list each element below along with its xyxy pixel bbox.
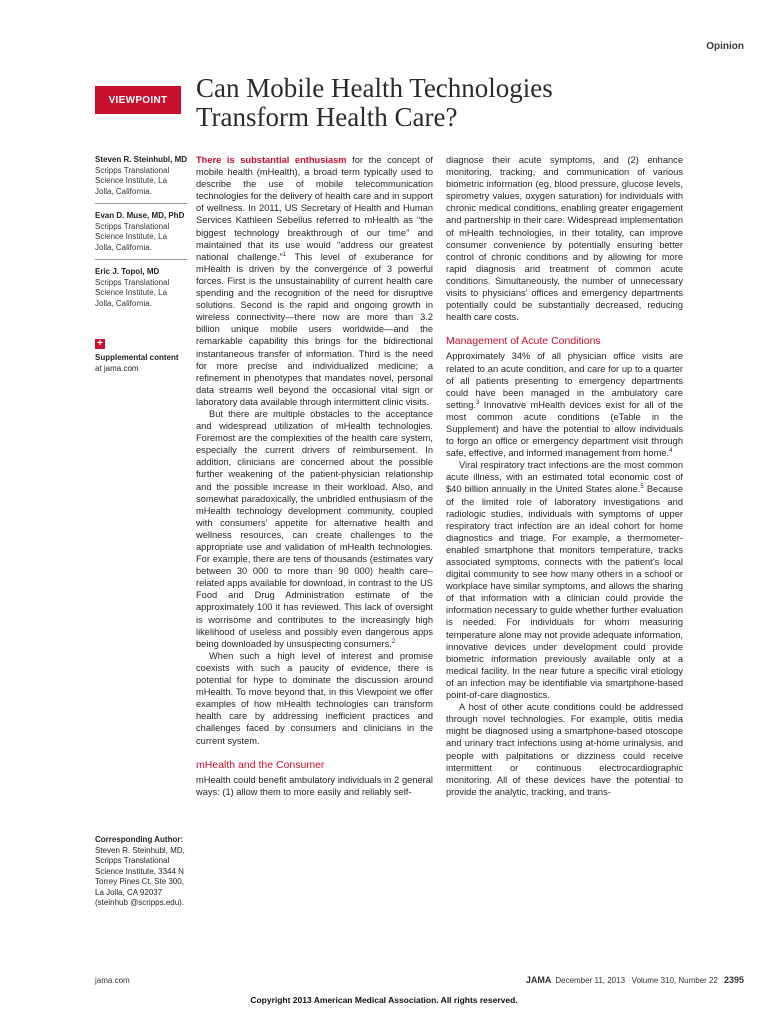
journal-name: JAMA [525, 975, 552, 985]
paragraph-text: Viral respiratory tract infections are the most common acute illness, with an estimated total economic cost of $40 billion annually in the United States alone. [446, 460, 683, 495]
paragraph [196, 154, 433, 408]
corresponding-author [95, 835, 187, 909]
page-number: 2395 [723, 975, 744, 985]
paragraph: A host of other acute conditions could be addressed through novel technologies. For example, otitis media might be diagnosed using a smartphone-based otoscope and urinary tract infections using at-home urinalysis, and people with palpitations or dizziness could receive intermittent or continuous electrocardiographic monitoring. All of these devices have the potential to provide the analytic, tracking, and trans- [446, 702, 683, 797]
paragraph [446, 459, 683, 701]
footer-site-link[interactable]: jama.com [95, 976, 130, 985]
reference-marker[interactable]: 5 [640, 484, 644, 491]
paragraph-text: This level of exuberance for mHealth is driven by the convergence of 3 powerful forces. First is the unsustainability of current health care spending and the recognition of the need for disruptive solutions. Second is the rapid and ongoing growth in wireless connectivity—there now are more than 3.2 billion unique mobile users worldwide—and the remarkable capability this brings for the bidirectional instantaneous transfer of information. Third is the need for more precise and individualized medicine; a refinement in phenotypes that mandates novel, personal data streams well beyond the occasional vital sign or laboratory data available through intermittent clinic visits. [196, 251, 433, 407]
paragraph: mHealth could benefit ambulatory individuals in 2 general ways: (1) allow them to more easily and reliably self- [196, 774, 433, 797]
author-block [95, 267, 187, 309]
author-name: Eric J. Topol, MD [95, 267, 160, 276]
supplemental-label: Supplemental content [95, 353, 179, 362]
paragraph [196, 408, 433, 650]
author-affiliation: Scripps Translational Science Institute, La Jolla, California. [95, 277, 170, 308]
copyright-notice: Copyright 2013 American Medical Association. All rights reserved. [250, 995, 518, 1005]
divider [95, 203, 187, 204]
paragraph-text: Innovative mHealth devices exist for all of the most common acute conditions (eTable in the Supplement) and have the potential to allow individuals to forgo an office or emergency department visit through safe, effective, and informed management from home. [446, 399, 683, 459]
author-block [95, 211, 187, 253]
corresponding-text: Steven R. Steinhubl, MD, Scripps Translational Science Institute, 3344 N Torrey Pines Ct, Ste 300, La Jolla, CA 92037 (steinhub @scripps.edu). [95, 845, 185, 907]
article-column-2 [446, 154, 683, 798]
paragraph-text: Approximately 34% of all physician office visits are related to an acute condition, and care for up to a quarter of all patients presenting to emergency departments could have been managed in the ambulatory care setting. [446, 351, 683, 410]
corresponding-label: Corresponding Author: [95, 835, 184, 844]
reference-marker[interactable]: 2 [391, 638, 396, 645]
title-line-2: Transform Health Care? [196, 102, 458, 132]
article-column-1 [196, 154, 433, 798]
section-label: Opinion [706, 41, 744, 52]
author-affiliation: Scripps Translational Science Institute, La Jolla, California. [95, 221, 170, 252]
paragraph: diagnose their acute symptoms, and (2) enhance monitoring, tracking, and communication of various biometric information (eg, blood pressure, glucose levels, spirometry values, oxygen saturation) for individuals with chronic medical conditions, enabling greater engagement and partnership in their care. Widespread implementation of mHealth technologies, in their totality, can improve consumer convenience by potentially ensuring better control of chronic conditions and by allowing for more rapid diagnosis and treatment of common acute conditions. Simultaneously, the number of unnecessary visits to physicians’ offices and emergency departments potentially could be substantially decreased, reducing health care costs. [446, 155, 683, 323]
article-title [196, 74, 696, 132]
title-line-1: Can Mobile Health Technologies [196, 73, 553, 103]
reference-marker[interactable]: 1 [282, 251, 287, 258]
article-type-tag: VIEWPOINT [95, 86, 181, 114]
author-affiliation: Scripps Translational Science Institute, La Jolla, California. [95, 165, 170, 196]
author-name: Evan D. Muse, MD, PhD [95, 211, 185, 220]
paragraph [446, 350, 683, 459]
supplemental-link[interactable] [95, 353, 187, 374]
author-sidebar [95, 155, 187, 374]
section-heading: mHealth and the Consumer [196, 758, 325, 771]
author-block [95, 155, 187, 197]
paragraph: When such a high level of interest and promise coexists with such a paucity of evidence, there is potential for hype to dominate the discussion around mHealth. To move beyond that, in this Viewpoint we offer examples of how mHealth technologies can transform health care by addressing inefficient practices and challenges faced by consumers and clinicians in the current system. [196, 650, 433, 746]
footer-citation [526, 975, 744, 985]
section-heading: Management of Acute Conditions [446, 335, 601, 348]
reference-marker[interactable]: 3 [475, 399, 480, 406]
paragraph-text: Because of the limited role of laboratory investigations and radiologic studies, individuals with symptoms of upper respiratory tract infection are an ideal cohort for home diagnostics and triage. For example, a thermometer-enabled smartphone that monitors temperature, tracks associated symptoms, connects with the patient’s local digital community to see how many others in a school or workplace have similar symptoms, and allows the sharing of that information with a clinician could provide the information necessary to guide whether further evaluation is needed. For individuals for whom measuring temperature alone may not provide adequate information, innovative devices under development could provide biometric information previously available only at a medical facility. In the near future a specific viral etiology of an infection may be identifiable via smartphone-based point-of-care diagnostics. [446, 484, 684, 701]
supplemental-site: at jama.com [95, 363, 139, 373]
paragraph-text: But there are multiple obstacles to the acceptance and widespread utilization of mHealth technologies. Foremost are the complexities of the health care system, especially the current drivers of reimbursement. In addition, clinicians are concerned about the possible further weakening of the patient-physician relationship and the possible increase in their workload. Also, and somewhat paradoxically, the unbridled enthusiasm of the mHealth technology development community, coupled with consumers’ appetite for alternative health and wellness resources, can create challenges to the appropriate use and validation of mHealth technologies. For example, there are tens of thousands (estimates vary between 30 000 to more than 90 000) health care–related apps available for download, in contrast to the US Food and Drug Administration estimate of the approximately 100 it has reviewed. This lack of oversight is worrisome and contributes to the increasingly high likelihood of useless and possibly even dangerous apps being downloaded by unsuspecting consumers. [196, 408, 433, 649]
plus-icon[interactable]: + [95, 339, 105, 349]
paragraph-text: for the concept of mobile health (mHealth), a broad term typically used to describe the use of mobile telecommunication technologies for the delivery of health care and in support of wellness. In 2011, US Secretary of Health and Human Services Kathleen Sebelius referred to mHealth as “the biggest technology breakthrough of our time” and maintained that its use would “address our greatest national challenge.” [196, 155, 434, 262]
author-name: Steven R. Steinhubl, MD [95, 155, 188, 164]
issue-info: December 11, 2013 Volume 310, Number 22 [555, 976, 718, 985]
lead-in: There is substantial enthusiasm [196, 155, 347, 165]
reference-marker[interactable]: 4 [669, 448, 673, 455]
divider [95, 259, 187, 260]
